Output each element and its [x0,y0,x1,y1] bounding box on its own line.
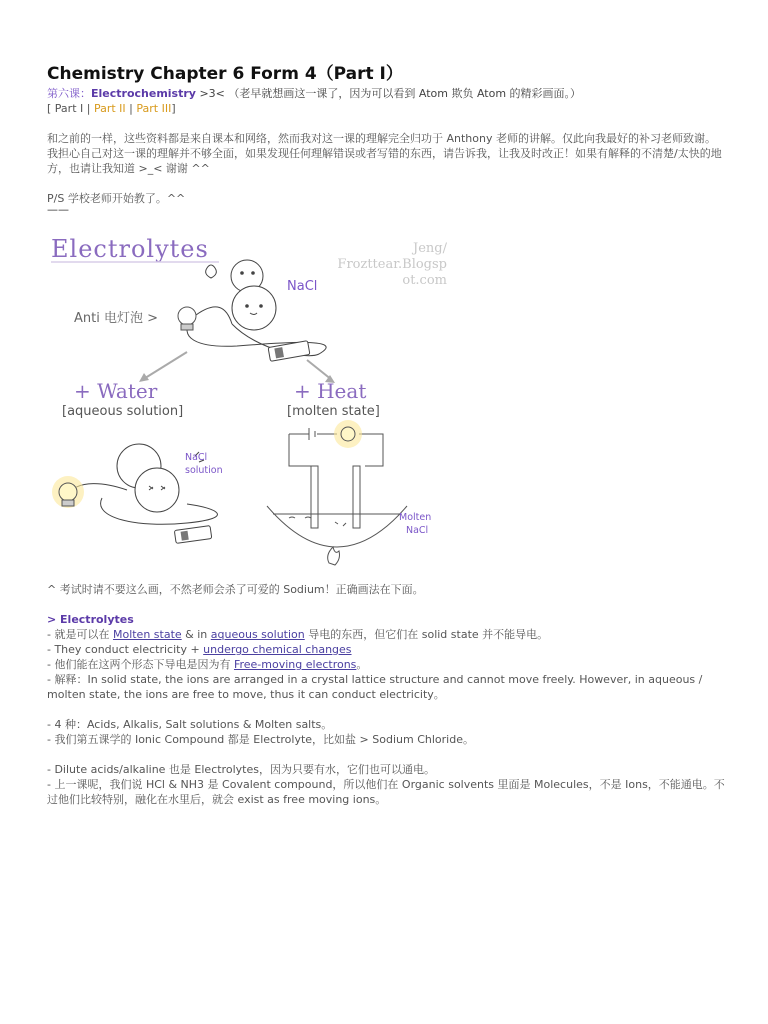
part-1-current: Part I [54,102,84,115]
water-subtitle: [aqueous solution] [62,404,184,419]
molten-circuit [267,428,407,565]
electrolytes-explanation: - 解释：In solid state, the ions are arranged in a crystal lattice structure and cannot move freely. However, in aqueous / molten state, the ions are free to move, thus it can conduct electricity。 [47,673,703,701]
electrolytes-heading: > Electrolytes [47,613,134,626]
electrolytes-dilute-note: - Dilute acids/alkaline 也是 Electrolytes，因为只要有水，它们也可以通电。 [47,763,435,776]
aqueous-solution-link[interactable]: aqueous solution [210,628,305,641]
ps-note: P/S 学校老师开始教了。^^ [47,192,186,205]
heat-title: + Heat [294,379,367,403]
separator-dashes: —— [47,203,69,216]
molten-state-link[interactable]: Molten state [112,628,182,641]
electrolytes-line-1 [47,627,727,642]
chemical-changes-link[interactable]: undergo chemical changes [203,643,352,656]
nacl-label: NaCl [287,279,318,294]
heat-subtitle: [molten state] [287,404,380,419]
electrolytes-types: - 4 种：Acids, Alkalis, Salt solutions & Molten salts。 [47,718,333,731]
molten-nacl-label-1: Molten [399,512,432,523]
subtitle-prefix: 第六课： [47,87,91,100]
line-1-text-c: 导电的东西，但它们在 solid state 并不能导电。 [304,628,549,641]
bulb-icon [178,307,196,330]
parts-nav-open: [ [47,102,55,115]
watermark-line-2: Frozttear.Blogsp [337,257,447,272]
line-1-text-a: - 就是可以在 [47,628,113,641]
subtitle-rest: >3< （老早就想画这一课了，因为可以看到 Atom 欺负 Atom 的精彩画面。） [195,87,582,100]
line-3-text-a: - 他们能在这两个形态下导电是因为有 [47,658,234,671]
battery-icon-2 [174,526,211,544]
electrolytes-illustration [47,228,457,583]
anti-bulb-label: Anti 电灯泡 > [74,311,158,326]
illustration-caption [47,582,727,597]
watermark-line-3: ot.com [402,273,447,288]
line-2-text: - They conduct electricity + [47,643,204,656]
line-1-text-b: & in [181,628,211,641]
part-2-link[interactable]: Part II [93,102,126,115]
parts-nav-close: ] [171,102,176,115]
electrolytes-section [47,612,727,807]
parts-nav [47,101,727,116]
water-title: + Water [74,379,158,403]
free-moving-electrons-link[interactable]: Free-moving electrons [233,658,357,671]
electrolytes-line-2 [47,642,727,657]
nacl-solution-label-2: solution [185,465,223,476]
electrolytes-ionic-note: - 我们第五课学的 Ionic Compound 都是 Electrolyte，比如盐 > Sodium Chloride。 [47,733,474,746]
part-3-link[interactable]: Part III [136,102,172,115]
electrolytes-line-3 [47,657,727,672]
caption-text: ^ 考试时请不要这么画，不然老师会杀了可爱的 Sodium！正确画法在下面。 [47,583,424,596]
nacl-solution-label-1: NaCl [185,452,208,463]
page-title: Chemistry Chapter 6 Form 4（Part I） [47,64,403,84]
watermark-line-1: Jeng/ [413,241,447,256]
watermark [337,241,447,288]
parts-nav-sep: | [125,102,137,115]
article [47,62,727,214]
illustration-heading: Electrolytes [51,235,209,263]
intro-paragraph-1: 和之前的一样，这些资料都是来自课本和网络，然而我对这一课的理解完全归功于 Anthony 老师的讲解。仅此向我最好的补习老师致谢。 [47,132,716,145]
line-3-text-b: 。 [356,658,368,671]
intro-paragraph-2: 我担心自己对这一课的理解并不够全面，如果发现任何理解错误或者写错的东西，请告诉我，让我及时改正！如果有解释的不清楚/太快的地方，也请让我知道 >_< 谢谢 ^^ [47,147,722,175]
bulb-lit-icon [52,476,84,508]
bulb-lit-icon-2 [334,420,362,448]
subtitle [47,86,727,101]
parts-nav-sep: | [83,102,94,115]
electrolytes-covalent-note: - 上一课呢，我们说 HCl & NH3 是 Covalent compound，所以他们在 Organic solvents 里面是 Molecules，不是 Ions，不能通电。不过他们比较特别，融化在水里后，就会 exist as free moving ions。 [47,778,725,806]
molten-nacl-label-2: NaCl [406,525,429,536]
subtitle-topic: Electrochemistry [91,87,196,100]
